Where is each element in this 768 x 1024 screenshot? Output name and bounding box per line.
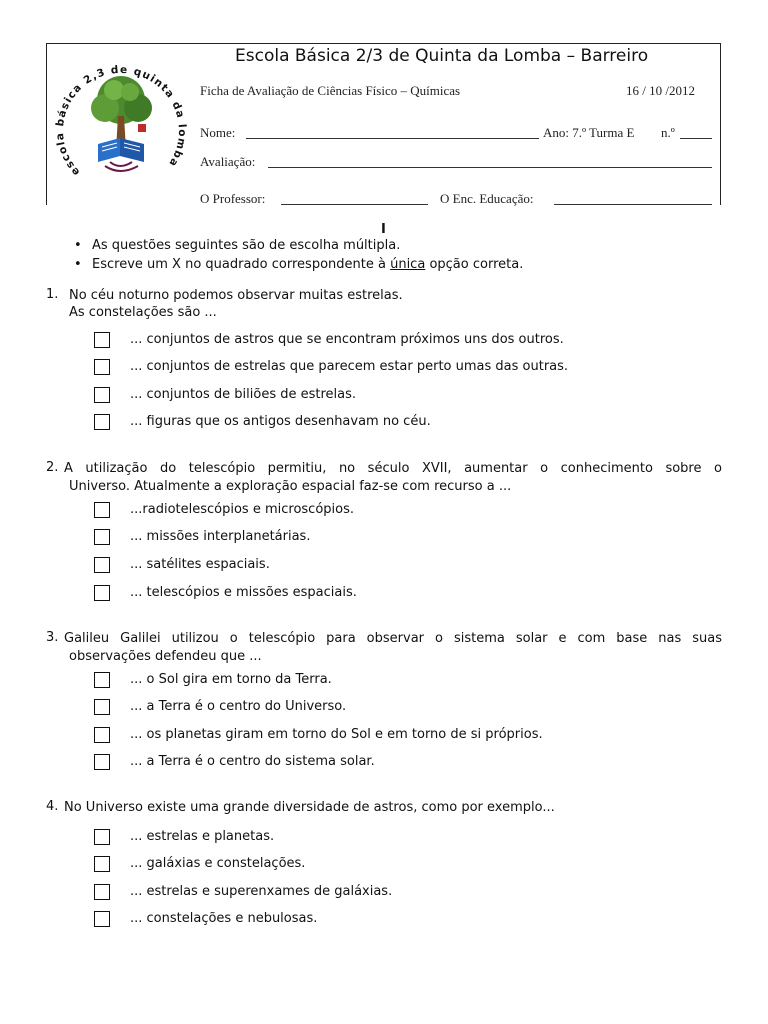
evaluation-field[interactable] [268,167,712,168]
checkbox[interactable] [94,529,110,545]
checkbox[interactable] [94,502,110,518]
checkbox[interactable] [94,332,110,348]
checkbox[interactable] [94,911,110,927]
question-2-text-line2: Universo. Atualmente a exploração espacial faz-se com recurso a ... [69,479,512,494]
question-4-number: 4. [46,799,59,814]
checkbox[interactable] [94,585,110,601]
teacher-field[interactable] [281,204,428,205]
checkbox[interactable] [94,387,110,403]
teacher-label: O Professor: [200,191,266,206]
question-2-number: 2. [46,460,59,475]
number-label: n.º [661,125,675,140]
name-field[interactable] [246,138,539,139]
instructions-list [70,236,523,274]
checkbox[interactable] [94,727,110,743]
question-3-number: 3. [46,630,59,645]
guardian-field[interactable] [554,204,712,205]
evaluation-label: Avaliação: [200,154,256,169]
question-1-number: 1. [46,287,59,302]
name-label: Nome: [200,125,236,140]
form-subtitle: Ficha de Avaliação de Ciências Físico – Químicas [200,83,461,98]
guardian-label: O Enc. Educação: [440,191,534,206]
logo-text: escola básica 2,3 de quinta da lomba [53,63,189,179]
instruction-item: • Escreve um X no quadrado correspondente à única opção correta. [70,255,523,274]
question-4-text-line1: No Universo existe uma grande diversidade de astros, como por exemplo... [64,800,555,815]
question-2-text-line1: A utilização do telescópio permitiu, no século XVII, aumentar o conhecimento sobre o [64,461,722,476]
number-field[interactable] [680,138,712,139]
instruction-item: • As questões seguintes são de escolha múltipla. [70,236,523,255]
form-date: 16 / 10 /2012 [626,83,695,98]
section-numeral: I [381,222,386,237]
checkbox[interactable] [94,884,110,900]
emphasis-unica: única [390,257,426,272]
checkbox[interactable] [94,856,110,872]
year-class-label: Ano: 7.º Turma E [543,125,635,140]
checkbox[interactable] [94,414,110,430]
checkbox[interactable] [94,672,110,688]
checkbox[interactable] [94,699,110,715]
question-1-text-line1: No céu noturno podemos observar muitas estrelas. [69,288,403,303]
checkbox[interactable] [94,754,110,770]
school-name: Escola Básica 2/3 de Quinta da Lomba – Barreiro [235,46,649,66]
question-1-text-line2: As constelações são ... [69,305,217,320]
question-3-text-line1: Galileu Galilei utilizou o telescópio para observar o sistema solar e com base nas suas [64,631,722,646]
checkbox[interactable] [94,829,110,845]
checkbox[interactable] [94,557,110,573]
question-3-text-line2: observações defendeu que ... [69,649,262,664]
checkbox[interactable] [94,359,110,375]
school-logo [50,52,192,194]
